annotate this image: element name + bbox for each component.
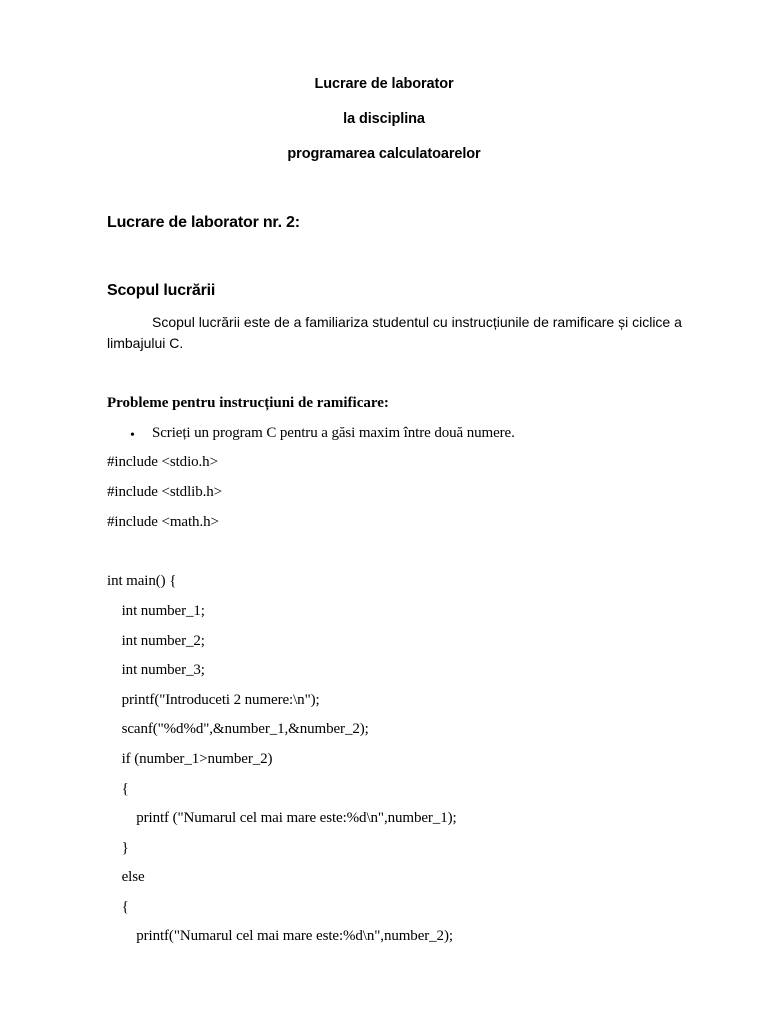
document-title-line-3: programarea calculatoarelor [287, 146, 481, 162]
purpose-text-line-2: limbajului C. [107, 335, 184, 351]
bullet-text: Scrieți un program C pentru a găsi maxim între două numere. [152, 425, 515, 441]
code-line: int number_3; [107, 662, 205, 678]
code-line: scanf("%d%d",&number_1,&number_2); [107, 721, 369, 737]
document-title-line-1: Lucrare de laborator [314, 76, 454, 92]
code-line: int number_2; [107, 633, 205, 649]
code-line: printf("Introduceti 2 numere:\n"); [107, 692, 320, 708]
code-line: else [107, 869, 145, 885]
code-line: int number_1; [107, 603, 205, 619]
document-title-line-2: la disciplina [343, 111, 425, 127]
purpose-text-line-1: Scopul lucrării este de a familiariza studentul cu instrucțiunile de ramificare și ciclice a [152, 314, 682, 330]
code-line: } [107, 840, 129, 856]
code-line: printf("Numarul cel mai mare este:%d\n",number_2); [107, 928, 453, 944]
code-line: #include <stdio.h> [107, 454, 218, 470]
code-line: if (number_1>number_2) [107, 751, 273, 767]
code-line: { [107, 899, 129, 915]
code-line: { [107, 781, 129, 797]
code-line: #include <stdlib.h> [107, 484, 223, 500]
code-line: printf ("Numarul cel mai mare este:%d\n",number_1); [107, 810, 457, 826]
purpose-heading: Scopul lucrării [107, 282, 216, 299]
lab-number-heading: Lucrare de laborator nr. 2: [107, 214, 300, 231]
code-line: int main() { [107, 573, 177, 589]
code-line: #include <math.h> [107, 514, 219, 530]
problems-heading: Probleme pentru instrucțiuni de ramificare: [107, 395, 389, 411]
bullet-point: • [130, 428, 135, 443]
